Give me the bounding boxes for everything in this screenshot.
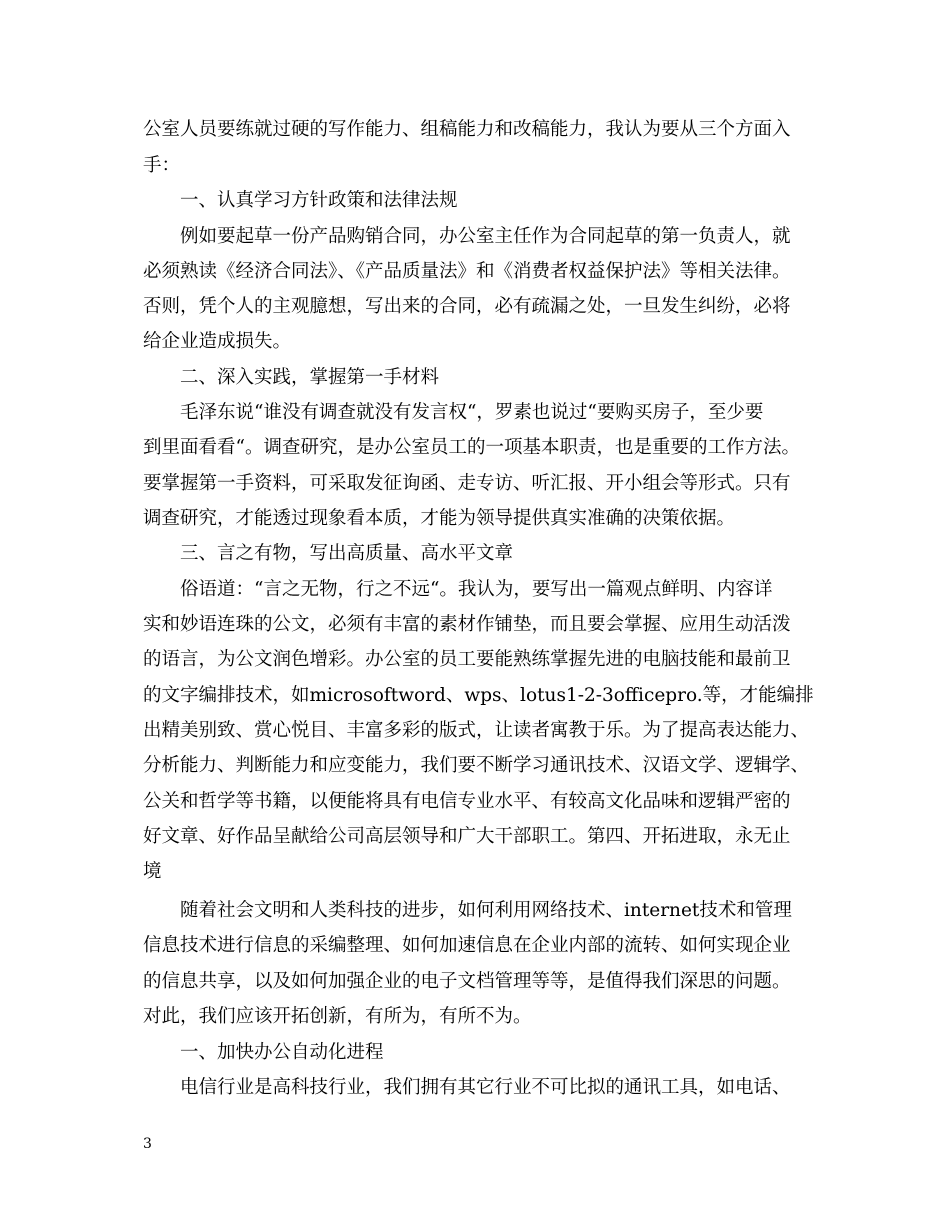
text-line: 的信息共享，以及如何加强企业的电子文档管理等等，是值得我们深思的问题。: [143, 971, 791, 992]
text-line: 境: [143, 861, 162, 882]
text-line: 出精美别致、赏心悦目、丰富多彩的版式，让读者寓教于乐。为了提高表达能力、: [143, 720, 810, 741]
text-line: 的语言，为公文润色增彩。办公室的员工要能熟练掌握先进的电脑技能和最前卫: [143, 649, 791, 670]
text-line: 实和妙语连珠的公文，必须有丰富的素材作铺垫，而且要会掌握、应用生动活泼: [143, 614, 791, 635]
text-line: 的文字编排技术，如microsoftword、wps、lotus1-2-3officepro.等，才能编排: [143, 685, 814, 706]
text-line: 好文章、好作品呈献给公司高层领导和广大干部职工。第四、开拓进取，永无止: [143, 826, 791, 847]
text-line: 公关和哲学等书籍，以便能将具有电信专业水平、有较高文化品味和逻辑严密的: [143, 791, 791, 812]
text-line: 俗语道：“言之无物，行之不远“。我认为，要写出一篇观点鲜明、内容详: [180, 579, 773, 600]
text-line: 公室人员要练就过硬的写作能力、组稿能力和改稿能力，我认为要从三个方面入: [143, 119, 791, 140]
text-line: 对此，我们应该开拓创新，有所为，有所不为。: [143, 1006, 532, 1027]
text-line: 调查研究，才能透过现象看本质，才能为领导提供真实准确的决策依据。: [143, 508, 736, 529]
text-line: 给企业造成损失。: [143, 331, 292, 352]
text-line: 随着社会文明和人类科技的进步，如何利用网络技术、internet技术和管理: [180, 900, 792, 921]
text-line: 分析能力、判断能力和应变能力，我们要不断学习通讯技术、汉语文学、逻辑学、: [143, 755, 810, 776]
text-line: 例如要起草一份产品购销合同，办公室主任作为合同起草的第一负责人，就: [180, 226, 791, 247]
text-line: 否则，凭个人的主观臆想，写出来的合同，必有疏漏之处，一旦发生纠纷，必将: [143, 296, 791, 317]
section-heading: 三、言之有物，写出高质量、高水平文章: [180, 543, 514, 564]
text-line: 信息技术进行信息的采编整理、如何加速信息在企业内部的流转、如何实现企业: [143, 935, 791, 956]
text-line: 手：: [143, 155, 181, 176]
text-line: 要掌握第一手资料，可采取发征询函、走专访、听汇报、开小组会等形式。只有: [143, 473, 791, 494]
page-number: 3: [143, 1136, 152, 1152]
text-line: 到里面看看“。调查研究，是办公室员工的一项基本职责，也是重要的工作方法。: [143, 437, 800, 458]
section-heading: 二、深入实践，掌握第一手材料: [180, 367, 440, 388]
section-heading: 一、认真学习方针政策和法律法规: [180, 190, 458, 211]
text-line: 毛泽东说“谁没有调查就没有发言权“，罗素也说过“要购买房子，至少要: [180, 402, 764, 423]
section-heading: 一、加快办公自动化进程: [180, 1042, 384, 1063]
text-line: 电信行业是高科技行业，我们拥有其它行业不可比拟的通讯工具，如电话、: [180, 1077, 791, 1098]
text-line: 必须熟读《经济合同法》、《产品质量法》和《消费者权益保护法》等相关法律。: [143, 261, 791, 282]
